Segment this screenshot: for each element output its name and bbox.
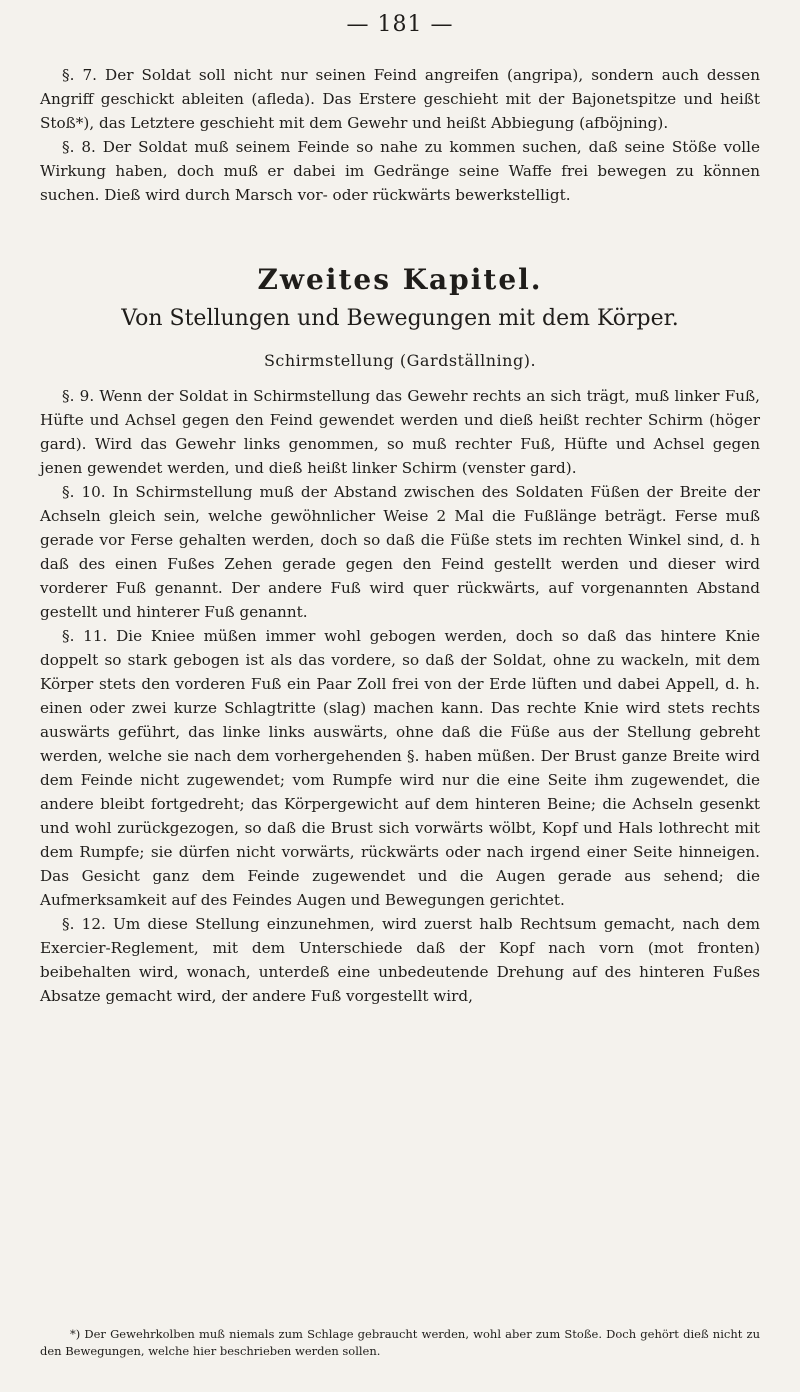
paragraph-10: §. 10. In Schirmstellung muß der Abstand zwischen des Soldaten Füßen der Breite der Achseln gleich sein, welche gewöhnlicher Weise 2 Mal die Fußlänge beträgt. Ferse muß gerade vor Ferse gehalten werden, doch so daß die Füße stets im rechten Winkel sind, d. h daß des einen Fußes Zehen gerade gegen den Feind gestellt werden und dieser wird vorderer Fuß genannt. Der andere Fuß wird quer rückwärts, auf vorgenannten Abstand gestellt und hinterer Fuß genannt.: [40, 483, 760, 621]
paragraph-11: §. 11. Die Kniee müßen immer wohl gebogen werden, doch so daß das hintere Knie doppelt so stark gebogen ist als das vordere, so daß der Soldat, ohne zu wackeln, mit dem Körper stets den vorderen Fuß ein Paar Zoll frei von der Erde lüften und dabei Appell, d. h. einen oder zwei kurze Schlagtritte (slag) machen kann. Das rechte Knie wird stets rechts auswärts geführt, das linke links auswärts, ohne daß die Füße aus der Stellung gebreht werden, welche sie nach dem vorhergehenden §. haben müßen. Der Brust ganze Breite wird dem Feinde nicht zugewendet; vom Rumpfe wird nur die eine Seite ihm zugewendet, die andere bleibt fortgedreht; das Körpergewicht auf dem hinteren Beine; die Achseln gesenkt und wohl zurückgezogen, so daß die Brust sich vorwärts wölbt, Kopf und Hals lothrecht mit dem Rumpfe; sie dürfen nicht vorwärts, rückwärts oder nach irgend einer Seite hinneigen. Das Gesicht ganz dem Feinde zugewendet und die Augen gerade aus sehend; die Aufmerksamkeit auf des Feindes Augen und Bewegungen gerichtet.: [40, 627, 760, 909]
paragraph-9: §. 9. Wenn der Soldat in Schirmstellung das Gewehr rechts an sich trägt, muß linker Fuß, Hüfte und Achsel gegen den Feind gewendet werden und dieß heißt rechter Schirm (höger gard). Wird das Gewehr links genommen, so muß rechter Fuß, Hüfte und Achsel gegen jenen gewendet werden, und dieß heißt linker Schirm (venster gard).: [40, 387, 760, 477]
paragraph-8: §. 8. Der Soldat muß seinem Feinde so nahe zu kommen suchen, daß seine Stöße volle Wirkung haben, doch muß er dabei im Gedränge seine Waffe frei bewegen zu können suchen. Dieß wird durch Marsch vor- oder rückwärts bewerkstelligt.: [40, 138, 760, 204]
chapter-title: Zweites Kapitel.: [257, 263, 543, 296]
paragraph-7: §. 7. Der Soldat soll nicht nur seinen Feind angreifen (angripa), sondern auch dessen Angriff geschickt ableiten (afleda). Das Erstere geschieht mit der Bajonetspitze und heißt Stoß*), das Letztere geschieht mit dem Gewehr und heißt Abbiegung (afböjning).: [40, 66, 760, 132]
paragraph-12: §. 12. Um diese Stellung einzunehmen, wird zuerst halb Rechtsum gemacht, nach dem Exercier-Reglement, mit dem Unterschiede daß der Kopf nach vorn (mot fronten) beibehalten wird, wonach, unterdeß eine unbedeutende Drehung auf des hinteren Fußes Absatze gemacht wird, der andere Fuß vorgestellt wird,: [40, 915, 760, 1005]
page-number: — 181 —: [346, 12, 454, 37]
footnote: *) Der Gewehrkolben muß niemals zum Schlage gebraucht werden, wohl aber zum Stoße. Doch gehört dieß nicht zu den Bewegungen, welche hier beschrieben werden sollen.: [40, 1327, 760, 1358]
chapter-subtitle: Von Stellungen und Bewegungen mit dem Körper.: [121, 306, 679, 331]
section-heading: Schirmstellung (Gardställning).: [263, 351, 537, 370]
